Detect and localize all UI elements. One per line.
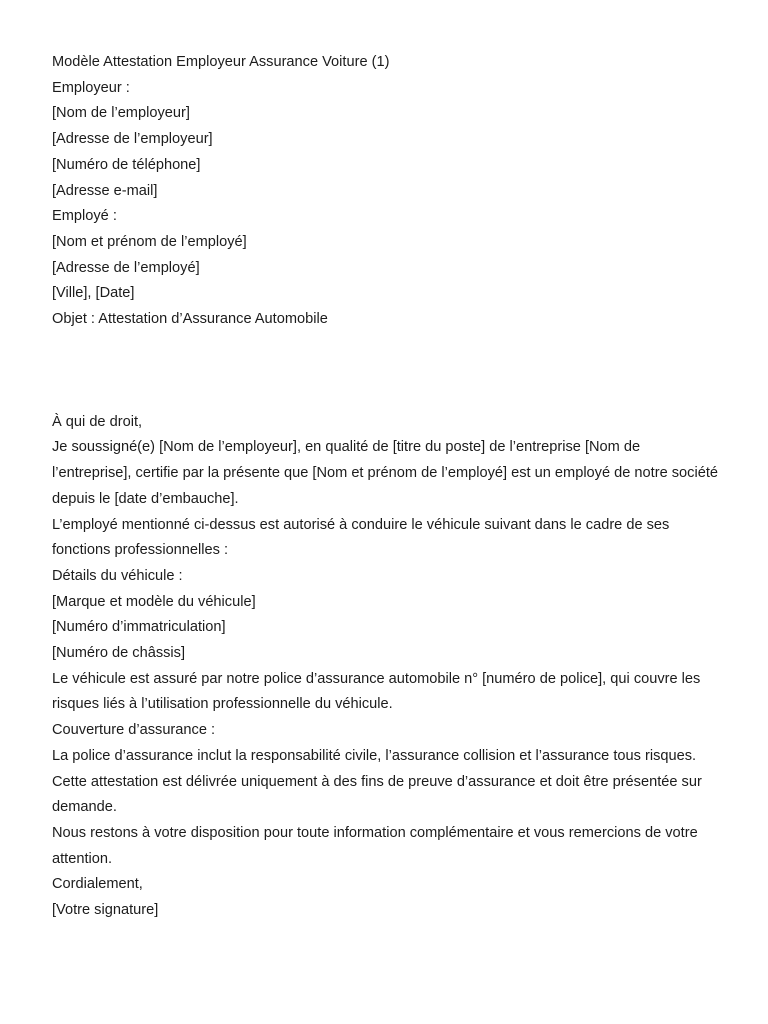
- salutation: À qui de droit,: [52, 413, 143, 430]
- paragraph-coverage: La police d’assurance inclut la responsabilité civile, l’assurance collision et l’assurance tous risques.: [52, 747, 697, 764]
- closing: Cordialement,: [52, 876, 143, 893]
- paragraph-availability: Nous restons à votre disposition pour toute information complémentaire et vous remercions de votre attention.: [52, 824, 698, 867]
- employee-address: [Adresse de l’employé]: [52, 259, 200, 276]
- paragraph-certification: Je soussigné(e) [Nom de l’employeur], en qualité de [titre du poste] de l’entreprise [Nom de l’entreprise], certifie par la présente que [Nom et prénom de l’employé] est un employé de notre société depuis le [date d’embauche].: [52, 439, 718, 507]
- employer-phone: [Numéro de téléphone]: [52, 156, 201, 173]
- employee-name: [Nom et prénom de l’employé]: [52, 233, 247, 250]
- vehicle-heading: Détails du véhicule :: [52, 567, 183, 584]
- employer-address: [Adresse de l’employeur]: [52, 131, 213, 148]
- paragraph-insurance-policy: Le véhicule est assuré par notre police d’assurance automobile n° [numéro de police], qui couvre les risques liés à l’utilisation professionnelle du véhicule.: [52, 670, 701, 713]
- vehicle-registration: [Numéro d’immatriculation]: [52, 619, 226, 636]
- spacer: [52, 333, 722, 410]
- vehicle-model: [Marque et modèle du véhicule]: [52, 593, 256, 610]
- paragraph-authorization: L’employé mentionné ci-dessus est autorisé à conduire le véhicule suivant dans le cadre de ses fonctions professionnelles :: [52, 516, 670, 559]
- subject-line: Objet : Attestation d’Assurance Automobile: [52, 311, 328, 328]
- document-title: Modèle Attestation Employeur Assurance Voiture (1): [52, 54, 390, 70]
- paragraph-purpose: Cette attestation est délivrée uniquement à des fins de preuve d’assurance et doit être présentée sur demande.: [52, 773, 702, 816]
- employer-name: [Nom de l’employeur]: [52, 105, 190, 122]
- document-page: [52, 50, 722, 924]
- place-date: [Ville], [Date]: [52, 285, 135, 302]
- employee-heading: Employé :: [52, 208, 117, 225]
- employer-email: [Adresse e-mail]: [52, 182, 158, 199]
- coverage-heading: Couverture d’assurance :: [52, 722, 216, 739]
- employer-heading: Employeur :: [52, 79, 130, 96]
- signature-placeholder: [Votre signature]: [52, 902, 159, 919]
- vehicle-chassis: [Numéro de châssis]: [52, 645, 186, 662]
